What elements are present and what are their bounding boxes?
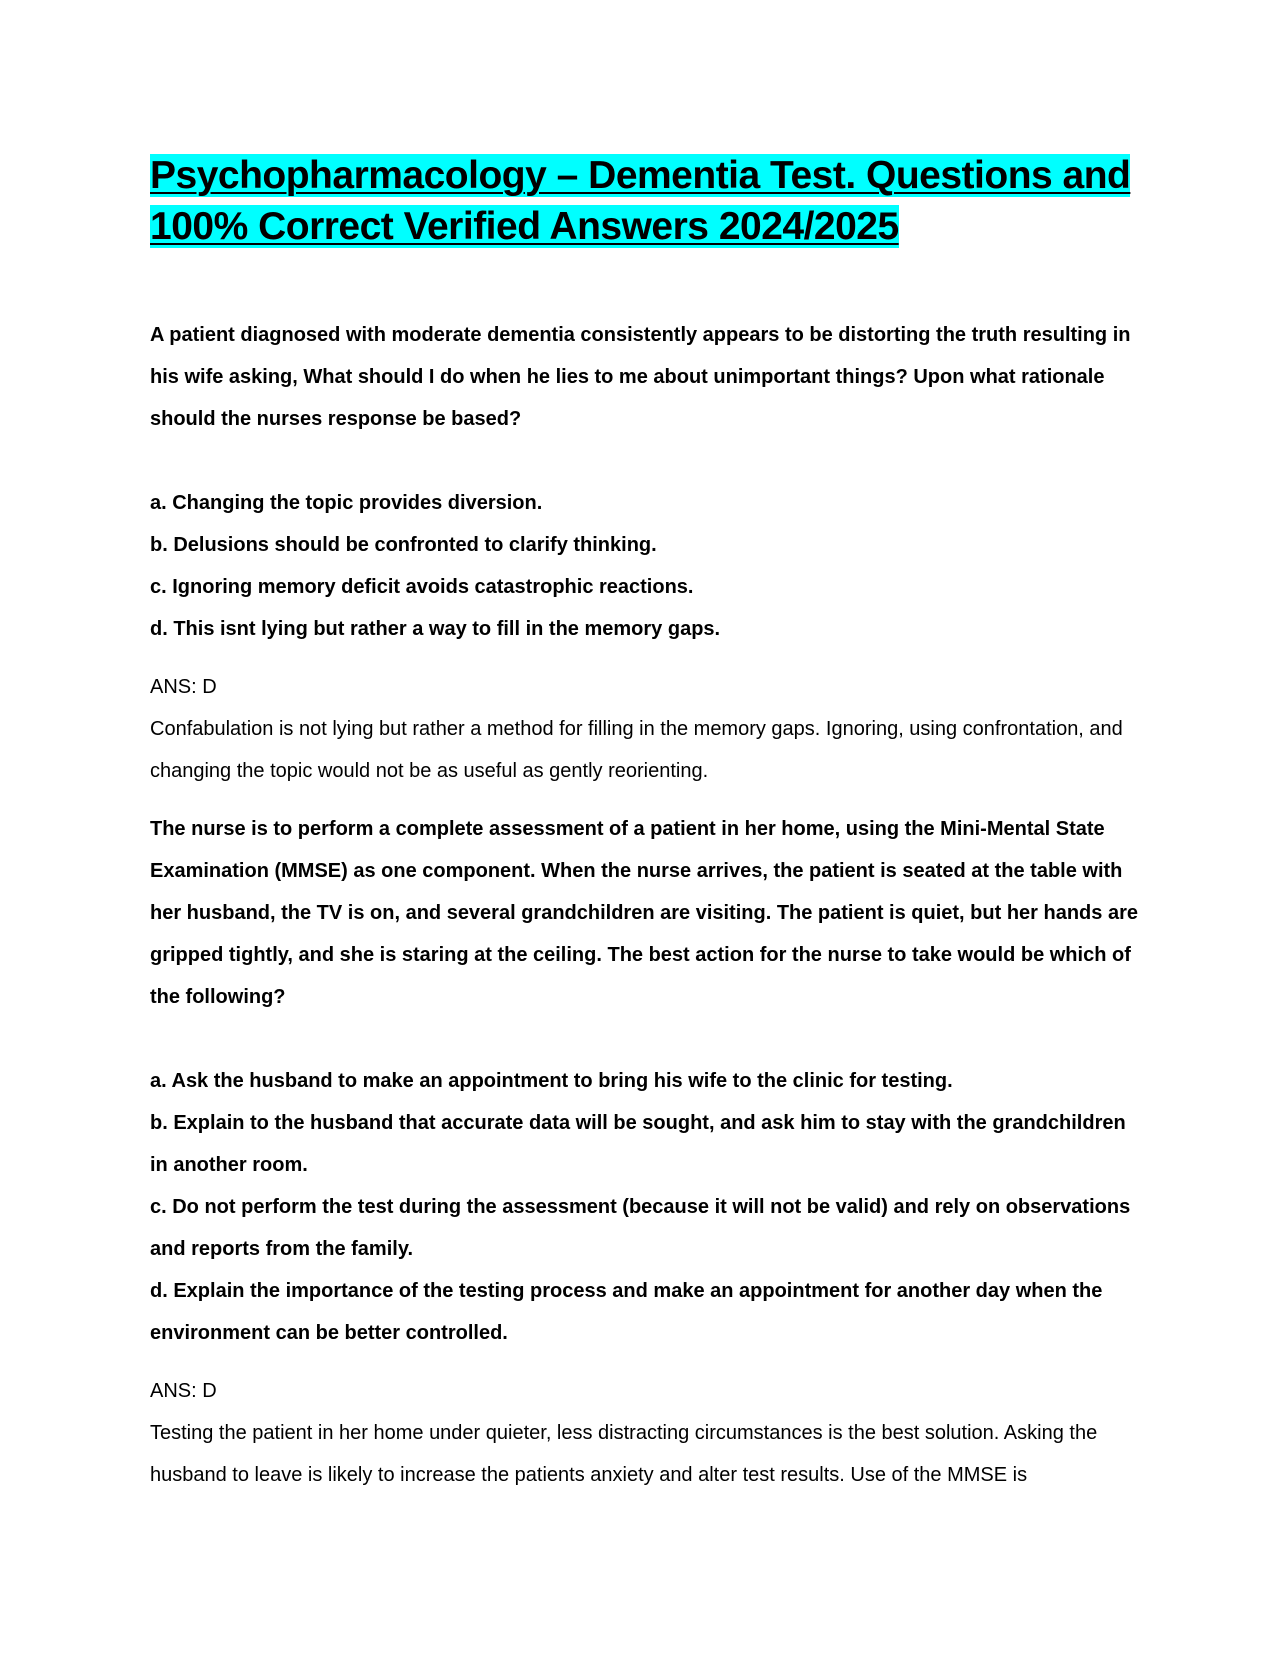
option-a: a. Ask the husband to make an appointment to bring his wife to the clinic for testing. <box>150 1070 953 1092</box>
option-c: c. Do not perform the test during the assessment (because it will not be valid) and rely on observations and reports from the family. <box>150 1196 1131 1260</box>
answer-rationale: Confabulation is not lying but rather a method for filling in the memory gaps. Ignoring, using confrontation, and changing the topic would not be as useful as gently reorienting. <box>150 718 1123 782</box>
question-stem: A patient diagnosed with moderate dementia consistently appears to be distorting the truth resulting in his wife asking, What should I do when he lies to me about unimportant things? Upon what rationale should the nurses response be based? <box>150 324 1131 430</box>
answer-options <box>150 482 1140 650</box>
answer-options <box>150 1060 1140 1354</box>
option-b: b. Delusions should be confronted to clarify thinking. <box>150 534 657 556</box>
option-b: b. Explain to the husband that accurate data will be sought, and ask him to stay with the grandchildren in another room. <box>150 1112 1126 1176</box>
option-c: c. Ignoring memory deficit avoids catastrophic reactions. <box>150 576 694 598</box>
question-stem: The nurse is to perform a complete assessment of a patient in her home, using the Mini-Mental State Examination (MMSE) as one component. When the nurse arrives, the patient is seated at the table with her husband, the TV is on, and several grandchildren are visiting. The patient is quiet, but her hands are gripped tightly, and she is staring at the ceiling. The best action for the nurse to take would be which of the following? <box>150 818 1138 1008</box>
document-page <box>150 150 1140 1496</box>
option-d: d. Explain the importance of the testing process and make an appointment for another day when the environment can be better controlled. <box>150 1280 1103 1344</box>
answer-rationale: Testing the patient in her home under quieter, less distracting circumstances is the best solution. Asking the husband to leave is likely to increase the patients anxiety and alter test results. Use of the MMSE is <box>150 1422 1098 1486</box>
question-block-1 <box>150 314 1140 792</box>
option-a: a. Changing the topic provides diversion. <box>150 492 543 514</box>
question-block-2 <box>150 808 1140 1496</box>
answer-key: ANS: D <box>150 676 217 698</box>
highlighted-title-text: Psychopharmacology – Dementia Test. Questions and 100% Correct Verified Answers 2024/2025 <box>150 154 1131 248</box>
answer-key: ANS: D <box>150 1380 217 1402</box>
option-d: d. This isnt lying but rather a way to fill in the memory gaps. <box>150 618 721 640</box>
document-title <box>150 150 1140 252</box>
